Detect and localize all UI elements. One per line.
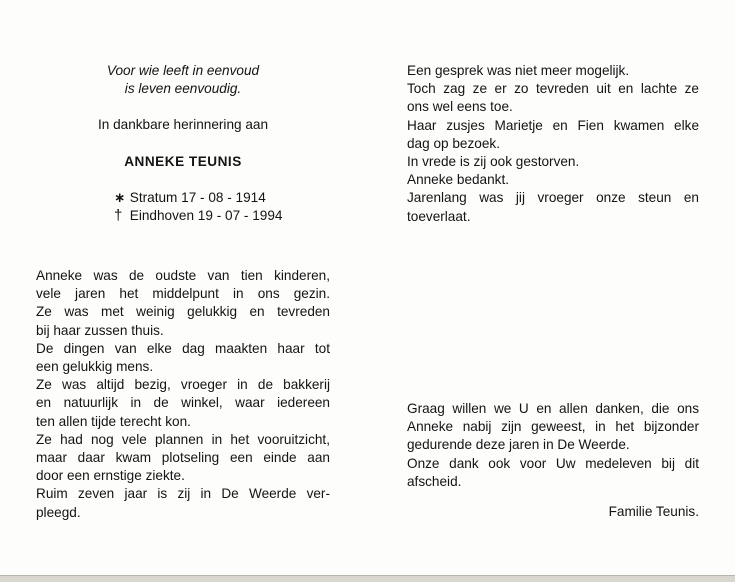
text-line: Anneke was de oudste van tien kinderen, [36, 268, 330, 283]
thanks-text [407, 400, 699, 521]
text-line: Graag willen we U en allen danken, die ons [407, 401, 699, 416]
family-signature: Familie Teunis. [608, 504, 699, 520]
text-line: Ze had nog vele plannen in het vooruitzicht, [36, 431, 330, 447]
text-line: Jarenlang was jij vroeger onze steun en [407, 190, 699, 206]
text-line: dag op bezoek. [407, 135, 500, 151]
text-line: Anneke bedankt. [407, 172, 510, 188]
text-line: Anneke nabij zijn geweest, in het bijzonder [407, 419, 699, 435]
text-line: toeverlaat. [407, 208, 471, 224]
motto-line: Voor wie leeft in eenvoud [106, 63, 260, 78]
heading-block [36, 62, 330, 225]
text-line: Een gesprek was niet meer mogelijk. [407, 63, 630, 78]
text-line: Toch zag ze er zo tevreden uit en lachte ze [407, 81, 699, 97]
remembrance-text [407, 62, 699, 226]
biography-text [36, 267, 330, 522]
text-line: In vrede is zij ook gestorven. [407, 154, 580, 170]
text-line: Ruim zeven jaar is zij in De Weerde ver- [36, 486, 330, 502]
text-line: pleegd. [36, 504, 81, 520]
text-line: en natuurlijk in de winkel, waar iedereen [36, 395, 330, 411]
text-line: maar daar kwam plotseling een einde aan [36, 450, 330, 466]
death-cross-icon: † [114, 207, 123, 225]
deceased-name: ANNEKE TEUNIS [124, 153, 242, 169]
text-line: De dingen van elke dag maakten haar tot [36, 340, 330, 356]
death-date: Eindhoven 19 - 07 - 1994 [129, 208, 283, 224]
text-line: door een ernstige ziekte. [36, 468, 185, 484]
text-line: vele jaren het middelpunt in ons gezin. [36, 286, 330, 302]
birth-star-icon: ∗ [114, 189, 126, 205]
text-line: Haar zusjes Marietje en Fien kwamen elke [407, 117, 699, 133]
text-line: afscheid. [407, 473, 462, 489]
text-line: Ze was altijd bezig, vroeger in de bakkerij [36, 377, 330, 393]
motto-line: is leven eenvoudig. [124, 81, 242, 97]
birth-line [114, 189, 330, 207]
birth-date: Stratum 17 - 08 - 1914 [129, 189, 266, 205]
text-line: ten allen tijde terecht kon. [36, 413, 191, 429]
dedication-text: In dankbare herinnering aan [97, 117, 269, 133]
death-line [114, 207, 330, 225]
text-line: gedurende deze jaren in De Weerde. [407, 437, 630, 453]
text-line: Onze dank ook voor Uw medeleven bij dit [407, 455, 699, 471]
text-line: Ze was met weinig gelukkig en tevreden [36, 304, 330, 320]
text-line: bij haar zussen thuis. [36, 322, 164, 338]
text-line: ons wel eens toe. [407, 99, 513, 115]
text-line: een gelukkig mens. [36, 359, 154, 375]
